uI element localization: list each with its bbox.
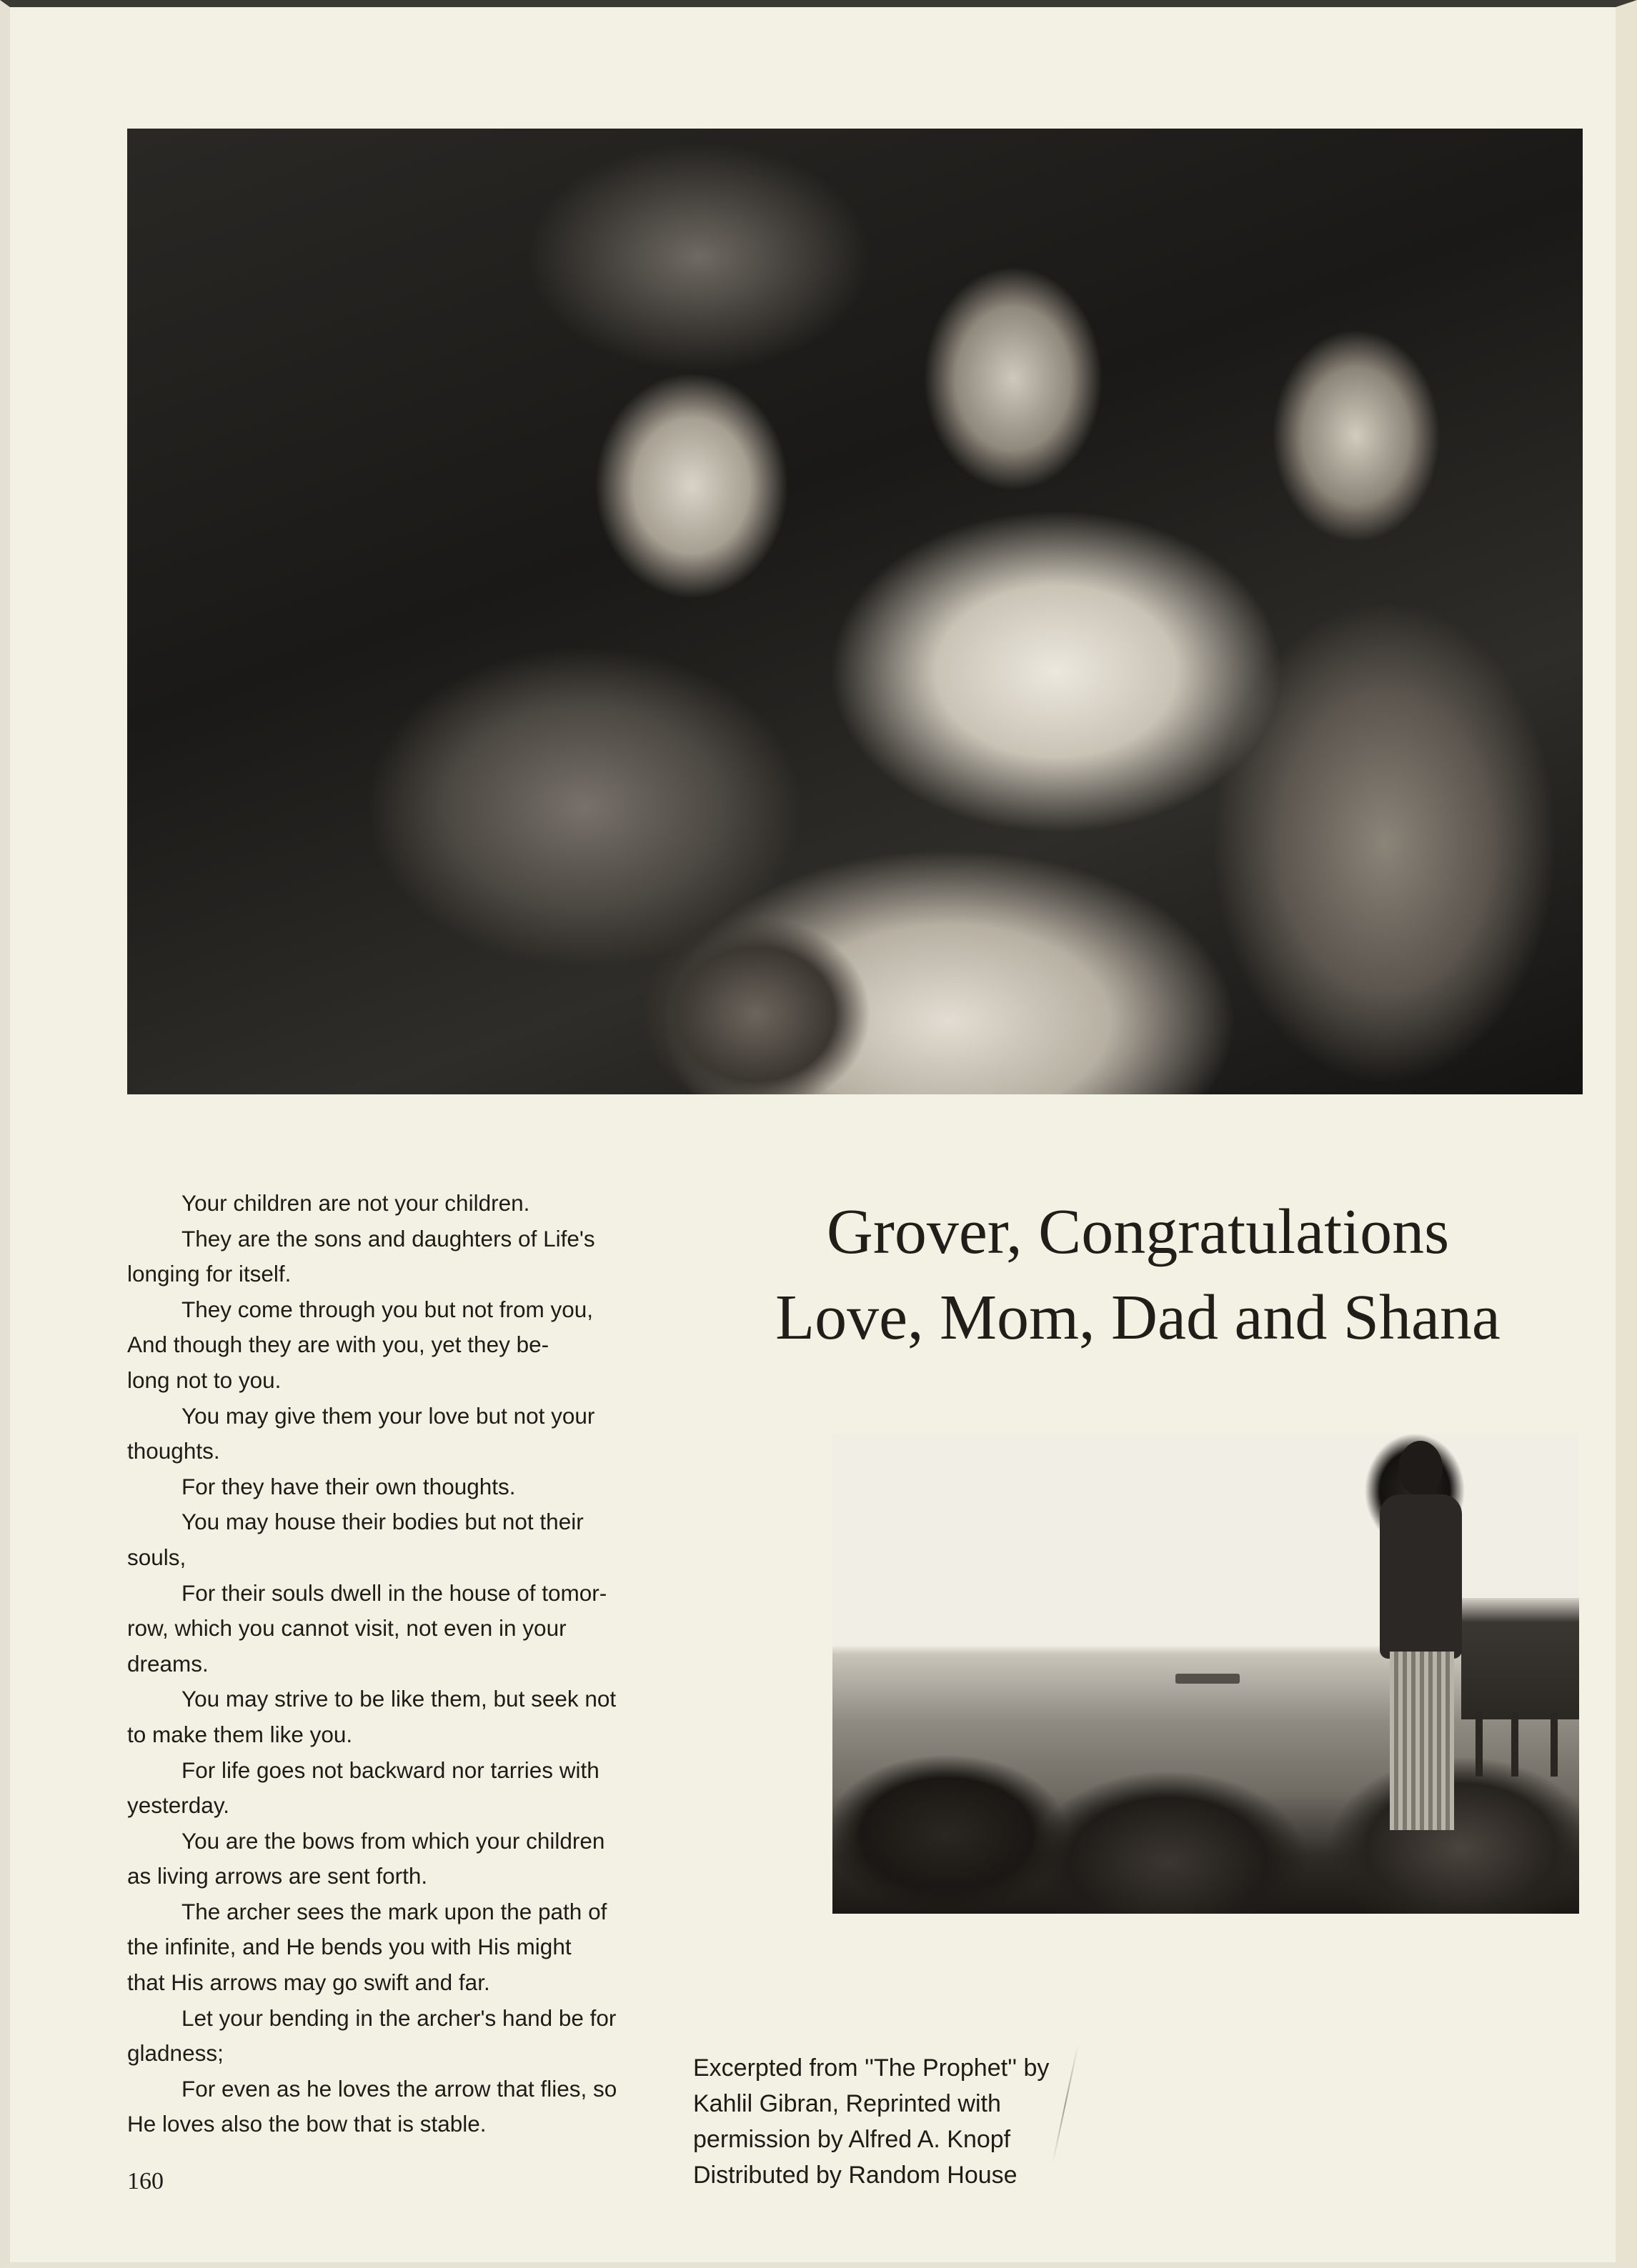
poem-line: They come through you but not from you,	[181, 1296, 594, 1322]
poem-line: You are the bows from which your children	[181, 1827, 605, 1854]
shore-photo	[832, 1434, 1579, 1914]
poem-line: You may give them your love but not your	[181, 1402, 595, 1429]
child-head	[1398, 1441, 1443, 1497]
poem-line: You may house their bodies but not their	[181, 1509, 584, 1535]
credit-text	[693, 2050, 1136, 2193]
poem-line: row, which you cannot visit, not even in your	[127, 1615, 567, 1642]
poem-line: He loves also the bow that is stable.	[127, 2111, 487, 2137]
poem-line: gladness;	[127, 2040, 224, 2067]
headline-line-congratulations: Grover, Congratulations	[826, 1197, 1450, 1267]
poem-line: For their souls dwell in the house of tomor-	[181, 1579, 607, 1606]
poem-line: They are the sons and daughters of Life's	[181, 1225, 595, 1252]
poem-line: that His arrows may go swift and far.	[127, 1969, 490, 1996]
poem-line: thoughts.	[127, 1438, 220, 1464]
child-body	[1380, 1494, 1462, 1659]
poem-line: souls,	[127, 1544, 186, 1570]
headline-line-signature: Love, Mom, Dad and Shana	[775, 1282, 1501, 1353]
poem-line: And though they are with you, yet they be-	[127, 1332, 549, 1358]
pier-post	[1476, 1712, 1483, 1777]
pier-post	[1511, 1712, 1518, 1777]
credit-line: Distributed by Random House	[693, 2162, 1017, 2189]
headline	[697, 1189, 1579, 1361]
poem-line: to make them like you.	[127, 1721, 353, 1747]
poem-line: longing for itself.	[127, 1261, 292, 1287]
credit-line: Kahlil Gibran, Reprinted with	[693, 2090, 1001, 2117]
boat-shape	[1175, 1674, 1240, 1684]
poem-line: dreams.	[127, 1650, 209, 1677]
child-figure	[1361, 1434, 1476, 1827]
poem-line: the infinite, and He bends you with His might	[127, 1934, 572, 1960]
page-number: 160	[127, 2168, 164, 2194]
pier-post	[1551, 1712, 1558, 1777]
poem-line: long not to you.	[127, 1367, 282, 1393]
child-legs	[1390, 1652, 1454, 1830]
credit-line: Excerpted from ''The Prophet'' by	[693, 2054, 1050, 2082]
poem-line: You may strive to be like them, but seek not	[181, 1686, 617, 1712]
poem-line: Let your bending in the archer's hand be for	[181, 2004, 617, 2031]
poem-line: as living arrows are sent forth.	[127, 1863, 428, 1889]
poem-line: Your children are not your children.	[181, 1190, 530, 1216]
poem-line: For even as he loves the arrow that flies, so	[181, 2075, 617, 2102]
pier-shape	[1461, 1598, 1579, 1719]
poem-line: For they have their own thoughts.	[181, 1473, 516, 1499]
poem-text	[127, 1186, 663, 2142]
family-photo	[127, 129, 1583, 1094]
poem-line: yesterday.	[127, 1792, 229, 1819]
credit-line: permission by Alfred A. Knopf	[693, 2126, 1011, 2153]
poem-line: For life goes not backward nor tarries with	[181, 1757, 599, 1783]
poem-line: The archer sees the mark upon the path of	[181, 1898, 607, 1924]
